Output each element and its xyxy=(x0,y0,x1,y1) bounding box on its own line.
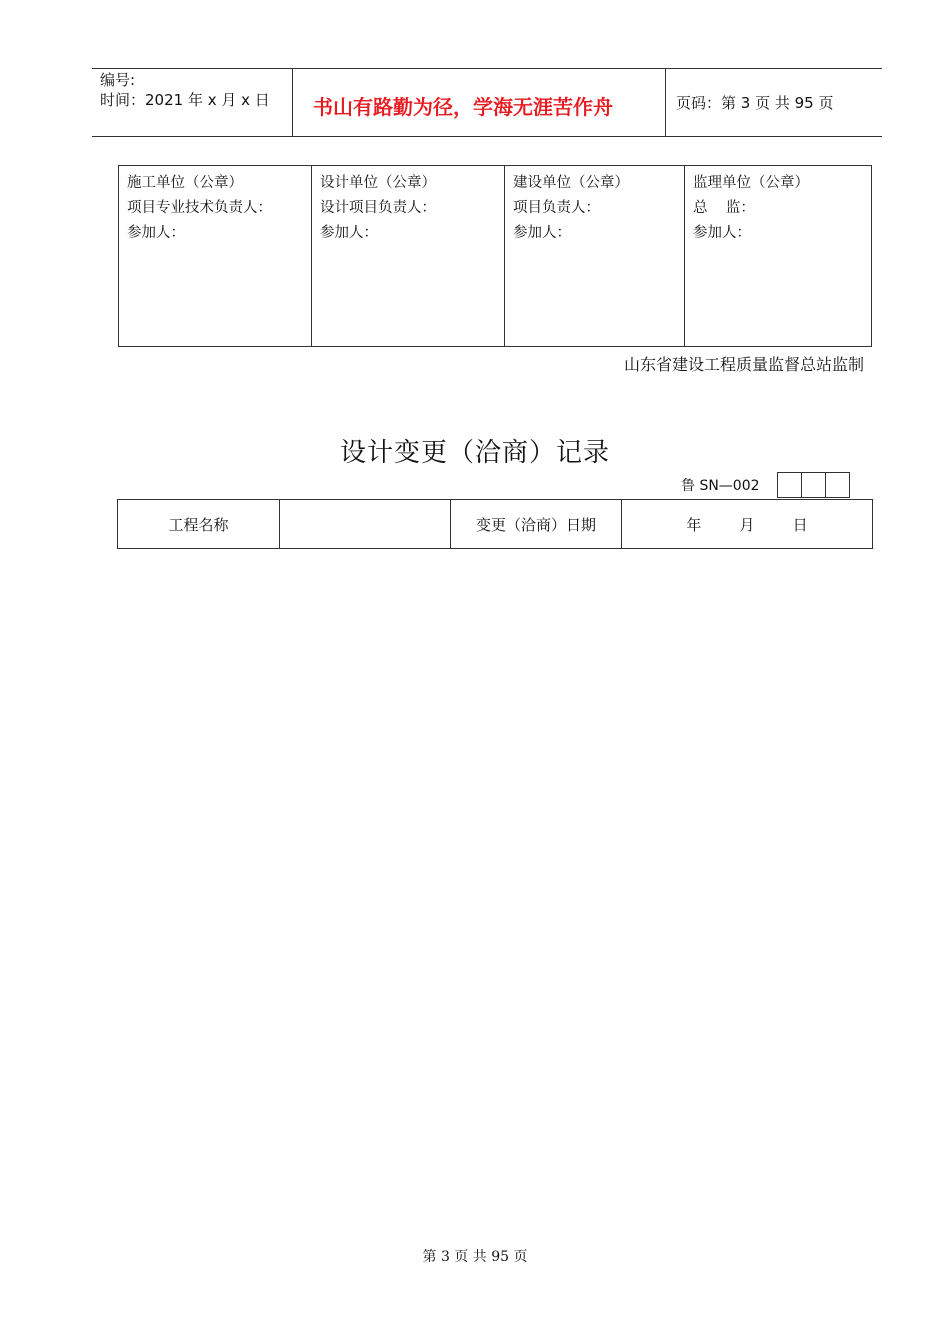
signature-cell-design[interactable] xyxy=(312,166,505,347)
signature-cell-supervision[interactable] xyxy=(685,166,872,347)
serial-label: 编号: xyxy=(100,71,136,89)
form-code: 鲁 SN—002 xyxy=(681,478,760,494)
change-date-label: 变更（洽商）日期 xyxy=(451,500,622,549)
header-divider-right xyxy=(665,68,666,136)
page-label: 页码：第 3 页 共 95 页 xyxy=(676,94,834,112)
time-label: 时间：2021 年 x 月 x 日 xyxy=(100,91,270,109)
header-bottom-rule xyxy=(92,136,882,137)
participants-label: 参加人： xyxy=(320,225,378,241)
unit-label: 设计单位（公章） xyxy=(320,175,436,191)
role-label: 项目专业技术负责人： xyxy=(127,200,272,216)
code-boxes xyxy=(778,472,850,498)
role-label: 项目负责人： xyxy=(513,200,600,216)
header-divider-left xyxy=(292,68,293,136)
signature-cell-construction[interactable] xyxy=(119,166,312,347)
signature-row xyxy=(119,166,872,347)
participants-label: 参加人： xyxy=(513,225,571,241)
project-name-field[interactable] xyxy=(280,500,451,549)
unit-label: 施工单位（公章） xyxy=(127,175,243,191)
participants-label: 参加人： xyxy=(127,225,185,241)
code-box[interactable] xyxy=(801,472,826,498)
signature-cell-owner[interactable] xyxy=(505,166,685,347)
participants-label: 参加人： xyxy=(693,225,751,241)
motto: 书山有路勤为径，学海无涯苦作舟 xyxy=(313,95,613,119)
change-date-field[interactable]: 年 月 日 xyxy=(622,500,873,549)
code-box[interactable] xyxy=(825,472,850,498)
page-footer: 第 3 页 共 95 页 xyxy=(422,1249,528,1265)
unit-label: 建设单位（公章） xyxy=(513,175,629,191)
role-label: 总 监： xyxy=(693,200,755,216)
project-info-table xyxy=(117,499,873,549)
project-info-row xyxy=(118,500,873,549)
role-label: 设计项目负责人： xyxy=(320,200,436,216)
code-box[interactable] xyxy=(777,472,802,498)
unit-label: 监理单位（公章） xyxy=(693,175,809,191)
header-top-rule xyxy=(92,68,882,69)
document-title: 设计变更（洽商）记录 xyxy=(339,438,610,468)
supervised-by: 山东省建设工程质量监督总站监制 xyxy=(623,355,864,374)
project-name-label: 工程名称 xyxy=(118,500,280,549)
signature-table xyxy=(118,165,872,347)
